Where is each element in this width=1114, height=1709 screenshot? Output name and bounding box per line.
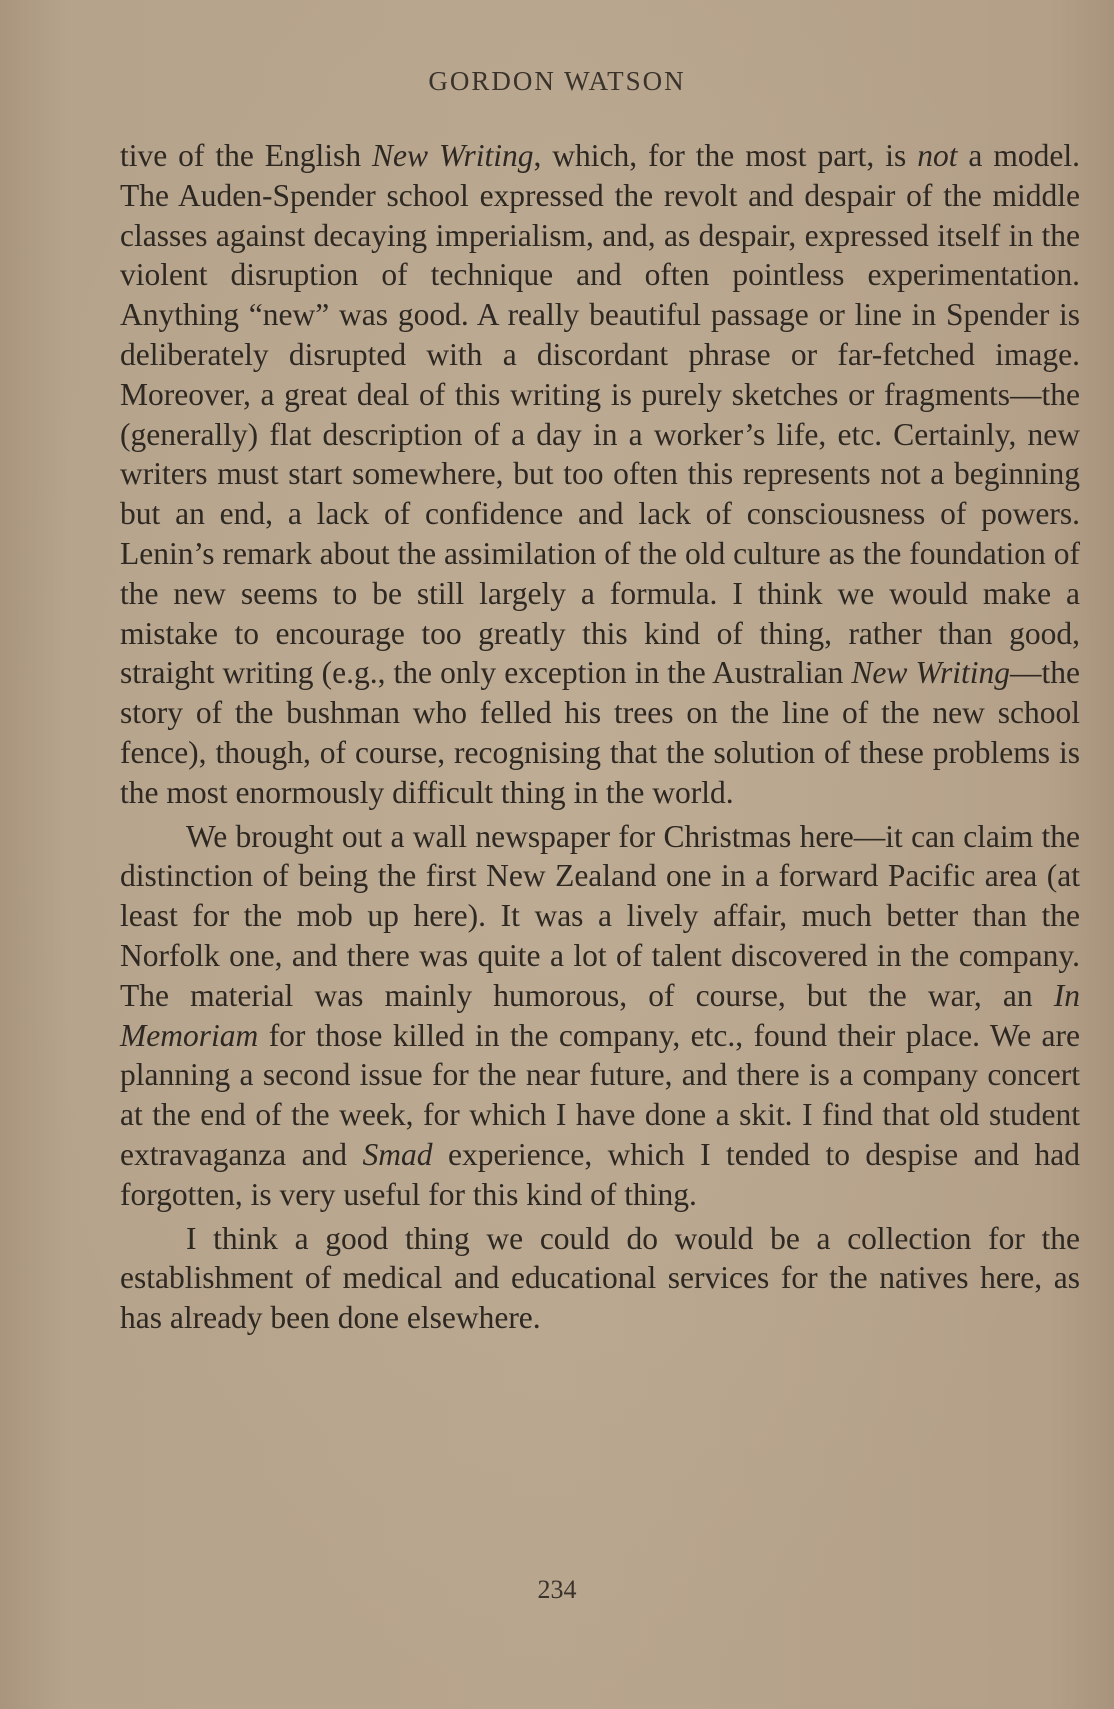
running-head: GORDON WATSON xyxy=(428,66,686,96)
paragraph-2 xyxy=(120,817,1080,1215)
italic-title: Smad xyxy=(362,1136,433,1172)
italic-emphasis: not xyxy=(917,138,958,173)
text-span: experience, which I tended to despise and had forgotten, is very useful for this kind of thing. xyxy=(120,1136,1080,1212)
italic-title: New Writing xyxy=(851,655,1010,691)
paragraph-3 xyxy=(120,1219,1080,1338)
text-span: We brought out a wall newspaper for Christmas here—it can claim the distinction of being the first New Zealand one in a forward Pacific area (at least for the mob up here). It was a lively affair, much better than the Norfolk one, and there was quite a lot of talent discovered in the company. The material was mainly humorous, of course, but the war, an xyxy=(120,818,1080,1013)
text-span: for those killed in the company, etc., found their place. We are planning a second issue for the near future, and there is a company concert at the end of the week, for which I have done a skit. I find that old student extravaganza and xyxy=(120,1017,1080,1172)
italic-title: In Memoriam xyxy=(120,977,1080,1053)
body-text xyxy=(120,136,1080,1338)
text-span: , which, for the most part, is xyxy=(533,138,918,173)
text-span: —the story of the bushman who felled his trees on the line of the new school fence), though, of course, recognising that the solution of these problems is the most enormously difficult thing in the world. xyxy=(120,655,1080,810)
text-span: a model. The Auden-Spender school expressed the revolt and despair of the middle classes against decaying imperialism, and, as despair, expressed itself in the violent disruption of technique and often pointless experimentation. Anything “new” was good. A really beautiful passage or line in Spender is deliberately disrupted with a discordant phrase or far-fetched image. Moreover, a great deal of this writing is purely sketches or fragments—the (generally) flat description of a day in a worker’s life, etc. Certainly, new writers must start somewhere, but too often this represents not a beginning but an end, a lack of confidence and lack of consciousness of powers. Lenin’s remark about the assimilation of the old culture as the foundation of the new seems to be still largely a formula. I think we would make a mistake to encourage too greatly this kind of thing, rather than good, straight writing (e.g., the only exception in the Australian xyxy=(120,138,1080,691)
paragraph-1 xyxy=(120,136,1080,813)
text-span: tive of the English xyxy=(120,138,373,173)
page-number: 234 xyxy=(537,1575,577,1604)
text-span: I think a good thing we could do would be a collection for the establishment of medical and educational services for the natives here, as has already been done elsewhere. xyxy=(120,1220,1080,1336)
italic-title: New Writing xyxy=(372,138,534,173)
